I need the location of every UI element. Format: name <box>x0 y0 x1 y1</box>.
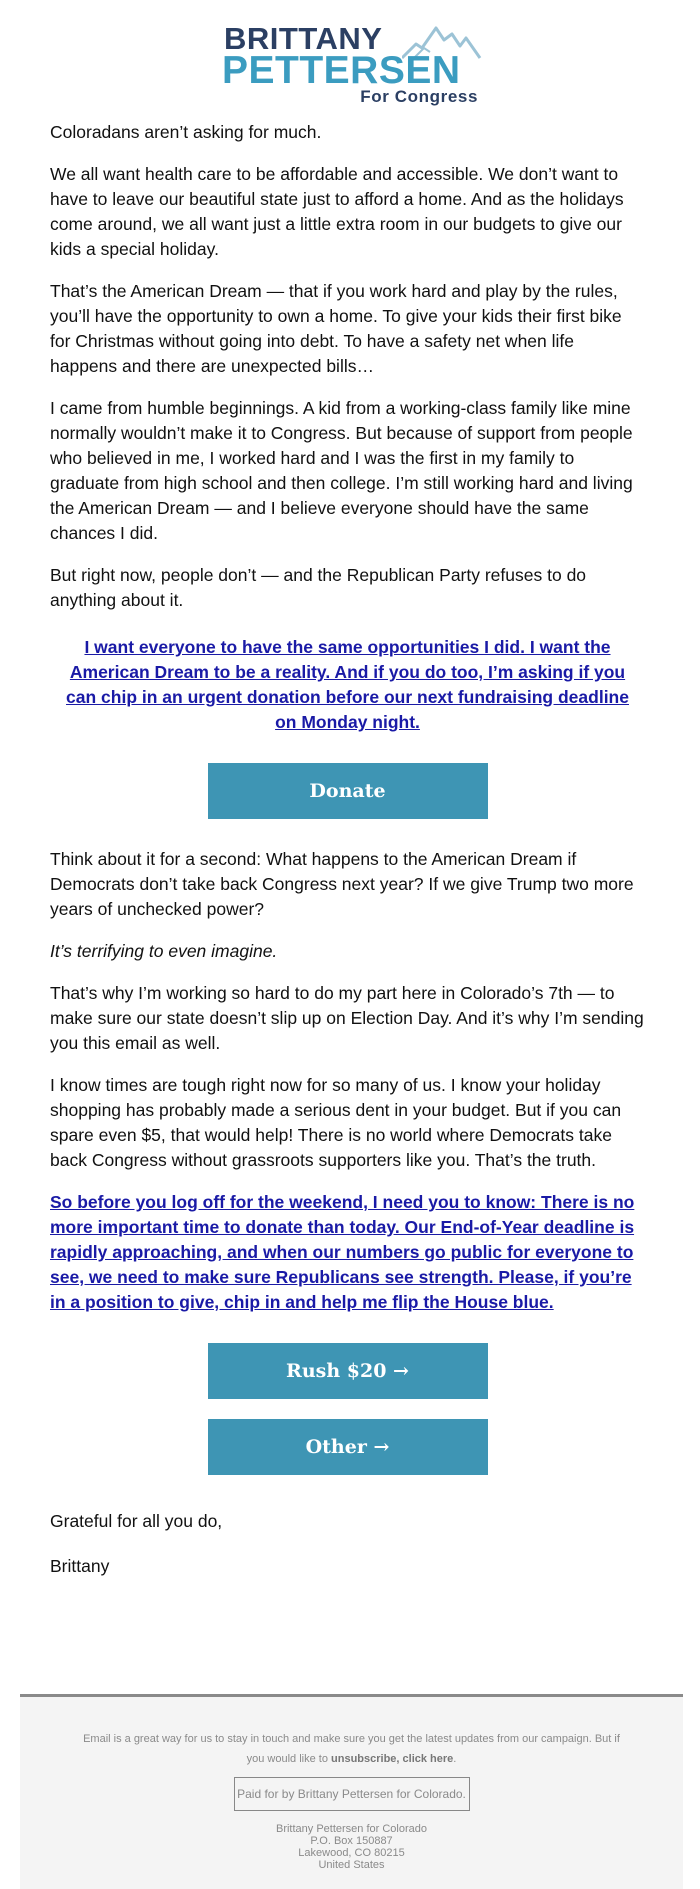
paragraph: It’s terrifying to even imagine. <box>50 941 278 961</box>
address-line: P.O. Box 150887 <box>310 1835 393 1847</box>
campaign-logo <box>222 18 482 106</box>
paragraph: Think about it for a second: What happens to the American Dream if Democrats don’t take back Congress next year? If we give Trump two more years of unchecked power? <box>50 849 634 919</box>
footer-message-text: Email is a great way for us to stay in touch and make sure you get the latest updates from our campaign. But if you would like to <box>83 1733 620 1765</box>
address-line: Lakewood, CO 80215 <box>298 1847 405 1859</box>
donation-callout <box>58 635 637 735</box>
mailing-address <box>20 1823 683 1871</box>
paragraph: I came from humble beginnings. A kid from a working-class family like mine normally wouldn’t make it to Congress. But because of support from people who believed in me, I worked hard and I was the first in my family to graduate from high school and then college. I’m still working hard and living the American Dream — and I believe everyone should have the same chances I did. <box>50 398 633 543</box>
paragraph: But right now, people don’t — and the Republican Party refuses to do anything about it. <box>50 565 587 610</box>
paragraph: We all want health care to be affordable and accessible. We don’t want to have to leave our beautiful state just to afford a home. And as the holidays come around, we all want just a little extra room in our budgets to give our kids a special holiday. <box>50 164 624 259</box>
donate-button-row <box>50 763 645 819</box>
rush-20-button[interactable]: Rush $20 → <box>208 1343 488 1399</box>
paragraph: That’s the American Dream — that if you work hard and play by the rules, you’ll have the opportunity to own a home. To give your kids their first bike for Christmas without going into debt. To have a safety net when life happens and there are unexpected bills… <box>50 281 622 376</box>
signature: Brittany <box>50 1556 110 1576</box>
deadline-callout-link[interactable]: So before you log off for the weekend, I need you to know: There is no more important time to donate than today. Our End-of-Year deadline is rapidly approaching, and when our numbers go public for everyone to see, we need to make sure Republicans see strength. Please, if you’re in a position to give, chip in and help me flip the House blue. <box>50 1192 635 1312</box>
address-line: United States <box>318 1859 385 1871</box>
other-button-row <box>50 1419 645 1475</box>
paragraph: Coloradans aren’t asking for much. <box>50 122 322 142</box>
logo-last-name: PETTERSEN <box>222 49 461 92</box>
closing: Grateful for all you do, <box>50 1511 223 1531</box>
logo-first-name: BRITTANY <box>224 21 383 56</box>
other-amount-button[interactable]: Other → <box>208 1419 488 1475</box>
deadline-callout <box>50 1190 645 1315</box>
paragraph: I know times are tough right now for so many of us. I know your holiday shopping has probably made a serious dent in your budget. But if you can spare even $5, that would help! There is no world where Democrats take back Congress without grassroots supporters like you. That’s the truth. <box>50 1075 622 1170</box>
paid-for-disclaimer: Paid for by Brittany Pettersen for Colorado. <box>234 1777 470 1811</box>
rush-button-row <box>50 1343 645 1399</box>
logo-tagline: For Congress <box>360 87 478 106</box>
email-body <box>50 120 645 1596</box>
address-line: Brittany Pettersen for Colorado <box>275 1823 428 1835</box>
footer-message: Email is a great way for us to stay in touch and make sure you get the latest updates from our campaign. But if you would like to unsubscribe, click here. <box>83 1733 620 1765</box>
paragraph: That’s why I’m working so hard to do my part here in Colorado’s 7th — to make sure our state doesn’t slip up on Election Day. And it’s why I’m sending you this email as well. <box>50 983 644 1053</box>
donation-callout-link[interactable]: I want everyone to have the same opportunities I did. I want the American Dream to be a reality. And if you do too, I’m asking if you can chip in an urgent donation before our next fundraising deadline on Monday night. <box>66 637 629 732</box>
email-footer <box>20 1694 683 1889</box>
donate-button[interactable]: Donate <box>208 763 488 819</box>
unsubscribe-link[interactable]: unsubscribe, click here <box>331 1753 454 1765</box>
